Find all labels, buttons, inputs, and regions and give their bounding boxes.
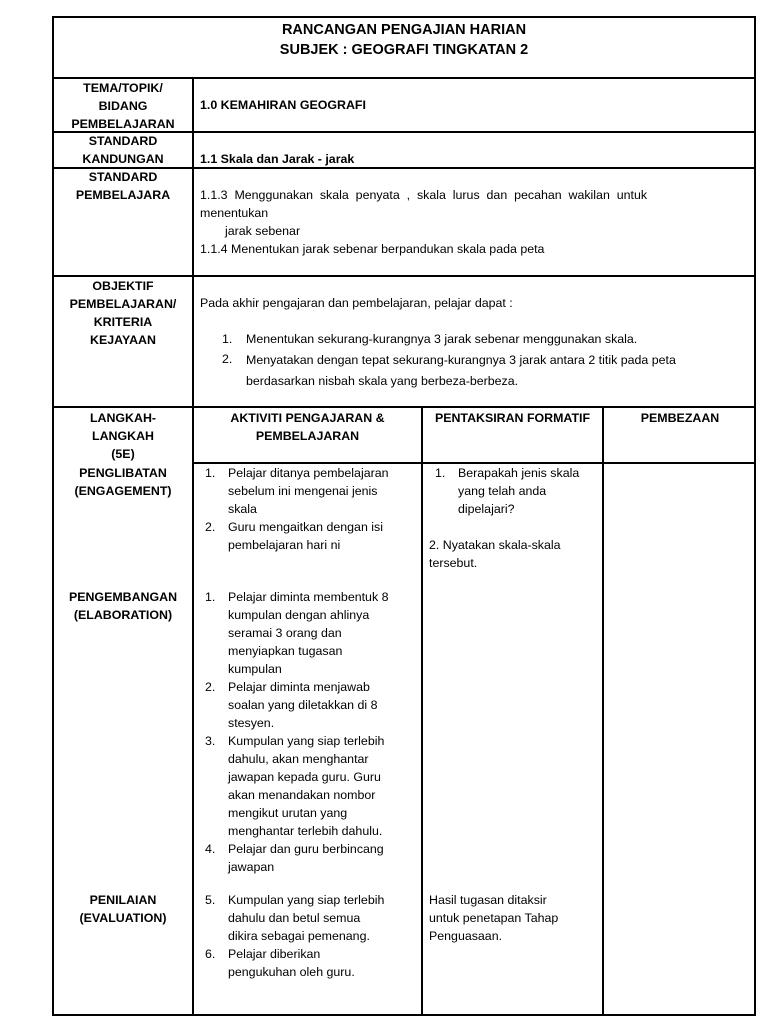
engagement-activities (205, 464, 419, 554)
list-item: 6. Pelajar diberikan pengukuhan oleh guru. (205, 947, 355, 979)
objektif-label: OBJEKTIF PEMBELAJARAN/ KRITERIA KEJAYAAN (69, 279, 177, 347)
list-item: 1. Pelajar diminta membentuk 8 kumpulan dengan ahlinya seramai 3 orang dan menyiapkan tugasan kumpulan (205, 590, 389, 676)
header-pentaksiran: PENTAKSIRAN FORMATIF (434, 411, 591, 425)
evaluation-activities (205, 891, 419, 981)
list-item: 1. Berapakah jenis skala yang telah anda dipelajari? (435, 466, 580, 516)
phase-elaboration-label: PENGEMBANGAN (ELABORATION) (68, 590, 178, 622)
objektif-item-2 (222, 350, 232, 368)
standard-pembelajaran-label: STANDARD PEMBELAJARA (75, 170, 171, 202)
list-item: 2. Guru mengaitkan dengan isi pembelajaran hari ni (205, 520, 383, 552)
objektif-item-1-text: Menentukan sekurang-kurangnya 3 jarak sebenar menggunakan skala. (246, 332, 638, 346)
objektif-item-number: 1. (222, 332, 233, 346)
standard-pembelajaran-line3: jarak sebenar (225, 224, 301, 238)
list-item: 1. Pelajar ditanya pembelajaran sebelum ini mengenai jenis skala (205, 466, 389, 516)
engagement-assessment-2: 2. Nyatakan skala-skala tersebut. (429, 538, 561, 570)
objektif-item-2-text: Menyatakan dengan tepat sekurang-kurangnya 3 jarak antara 2 titik pada peta berdasarkan nisbah skala yang berbeza-berbeza. (246, 353, 676, 388)
header-langkah: LANGKAH- LANGKAH (5E) (89, 411, 157, 461)
row-divider (52, 1014, 756, 1016)
page-title: RANCANGAN PENGAJIAN HARIAN (281, 22, 527, 38)
standard-pembelajaran-line4: 1.1.4 Menentukan jarak sebenar berpandukan skala pada peta (200, 242, 545, 256)
standard-kandungan-value: 1.1 Skala dan Jarak - jarak (200, 152, 355, 166)
tema-label: TEMA/TOPIK/ BIDANG PEMBELAJARAN (71, 81, 175, 131)
list-item: 2. Pelajar diminta menjawab soalan yang diletakkan di 8 stesyen. (205, 680, 378, 730)
phase-engagement-label: PENGLIBATAN (ENGAGEMENT) (74, 466, 172, 498)
header-aktiviti: AKTIVITI PENGAJARAN & PEMBELAJARAN (230, 411, 385, 443)
evaluation-assessment: Hasil tugasan ditaksir untuk penetapan Tahap Penguasaan. (429, 893, 559, 943)
list-item: 4. Pelajar dan guru berbincang jawapan (205, 842, 384, 874)
standard-pembelajaran-line2: menentukan (200, 206, 269, 220)
phase-evaluation-label: PENILAIAN (EVALUATION) (79, 893, 167, 925)
page-subtitle: SUBJEK : GEOGRAFI TINGKATAN 2 (279, 42, 529, 58)
objektif-item-number: 2. (222, 352, 233, 366)
engagement-assessment (435, 464, 600, 518)
header-pembezaan: PEMBEZAAN (640, 411, 720, 425)
list-item: 5. Kumpulan yang siap terlebih dahulu dan betul semua dikira sebagai pemenang. (205, 893, 385, 943)
elaboration-activities (205, 588, 419, 876)
column-divider (421, 406, 423, 1015)
objektif-item-1 (222, 330, 232, 348)
column-divider (602, 406, 604, 1015)
tema-value: 1.0 KEMAHIRAN GEOGRAFI (200, 98, 366, 112)
list-item: 3. Kumpulan yang siap terlebih dahulu, akan menghantar jawapan kepada guru. Guru akan menandakan nombor mengikut urutan yang menghantar terlebih dahulu. (205, 734, 385, 838)
column-divider (192, 77, 194, 1015)
standard-kandungan-label: STANDARD KANDUNGAN (82, 134, 164, 166)
objektif-intro: Pada akhir pengajaran dan pembelajaran, pelajar dapat : (200, 296, 513, 310)
standard-pembelajaran-line1: 1.1.3 Menggunakan skala penyata , skala lurus dan pecahan wakilan untuk (200, 188, 648, 202)
row-divider (52, 406, 756, 408)
